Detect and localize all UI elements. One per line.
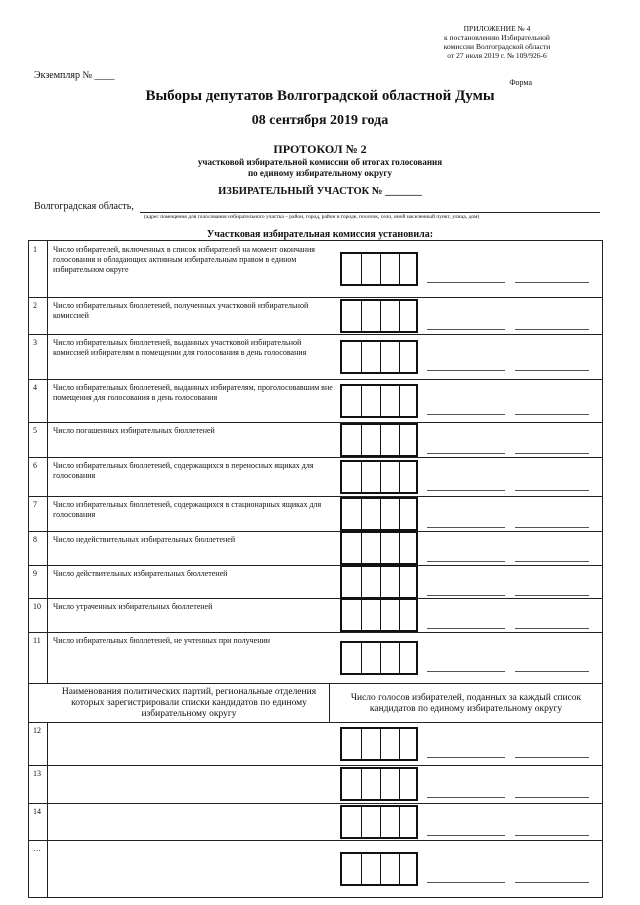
- appendix-block: [412, 24, 582, 60]
- party-name-field[interactable]: [53, 807, 323, 836]
- copy-number-label: Экземпляр № ____: [34, 70, 115, 81]
- row-label: Число избирательных бюллетеней, содержащихся в стационарных ящиках для голосования: [53, 500, 322, 519]
- row-number: 10: [33, 602, 41, 611]
- row-divider: [29, 496, 602, 497]
- row-divider: [29, 632, 602, 633]
- row-divider: [29, 565, 602, 566]
- number-column-divider-lower: [47, 722, 48, 897]
- row-label: Число утраченных избирательных бюллетеней: [53, 602, 213, 611]
- value-words-line: [515, 757, 589, 758]
- row-number: 1: [33, 245, 37, 254]
- row-number: 13: [33, 769, 41, 778]
- value-words-line: [427, 527, 505, 528]
- value-words-line: [427, 671, 505, 672]
- value-words-line: [427, 490, 505, 491]
- appendix-line: от 27 июля 2019 г. № 109/926-6: [447, 51, 547, 60]
- value-words-line: [515, 561, 589, 562]
- row-number: 11: [33, 636, 41, 645]
- row-number: 8: [33, 535, 37, 544]
- digit-boxes[interactable]: [340, 727, 418, 761]
- row-label: Число избирателей, включенных в список избирателей на момент окончания голосования и обладающих активным избирательным правом в едином избирательном округе: [53, 245, 315, 274]
- value-words-line: [427, 757, 505, 758]
- row-divider: [29, 457, 602, 458]
- polling-station-label: ИЗБИРАТЕЛЬНЫЙ УЧАСТОК № _______: [218, 186, 422, 197]
- elections-date: 08 сентября 2019 года: [251, 113, 389, 128]
- value-words-line: [515, 370, 589, 371]
- digit-boxes[interactable]: [340, 423, 418, 457]
- header-column-divider: [329, 683, 330, 722]
- number-column-divider: [47, 241, 48, 683]
- value-words-line: [515, 414, 589, 415]
- row-label: Число избирательных бюллетеней, выданных участковой избирательной комиссией избирателям в помещении для голосования в день голосования: [53, 338, 307, 357]
- row-divider: [29, 840, 602, 841]
- row-label: Число избирательных бюллетеней, не учтенных при получении: [53, 636, 271, 645]
- digit-boxes[interactable]: [340, 531, 418, 565]
- value-words-line: [515, 282, 589, 283]
- digit-boxes[interactable]: [340, 384, 418, 418]
- row-label: Число избирательных бюллетеней, содержащихся в переносных ящиках для голосования: [53, 461, 314, 480]
- value-words-line: [515, 453, 589, 454]
- value-words-line: [427, 453, 505, 454]
- section-divider: [29, 683, 602, 684]
- value-words-line: [515, 628, 589, 629]
- party-header-right: Число голосов избирателей, поданных за каждый список кандидатов по единому избирательному округу: [350, 693, 582, 714]
- row-divider: [29, 334, 602, 335]
- value-words-line: [515, 329, 589, 330]
- row-divider: [29, 531, 602, 532]
- row-number: …: [33, 844, 41, 853]
- party-name-field[interactable]: [53, 769, 323, 799]
- value-words-line: [515, 671, 589, 672]
- value-words-line: [515, 882, 589, 883]
- value-words-line: [427, 628, 505, 629]
- digit-boxes[interactable]: [340, 852, 418, 886]
- region-label: Волгоградская область,: [34, 201, 134, 212]
- digit-boxes[interactable]: [340, 460, 418, 494]
- protocol-subtitle: [0, 157, 640, 179]
- established-label: Участковая избирательная комиссия установила:: [206, 229, 434, 240]
- row-divider: [29, 598, 602, 599]
- row-divider: [29, 422, 602, 423]
- digit-boxes[interactable]: [340, 598, 418, 632]
- value-words-line: [515, 527, 589, 528]
- appendix-line: ПРИЛОЖЕНИЕ № 4: [463, 24, 531, 33]
- party-header-left: Наименования политических партий, региональные отделения которых зарегистрировали списки кандидатов по единому избирательному округу: [61, 687, 317, 719]
- address-note: (адрес помещения для голосования избирательного участка – район, город, район в городе, поселок, село, иной населенный пункт, улица, дом): [144, 214, 480, 220]
- row-label: Число действительных избирательных бюллетеней: [53, 569, 228, 578]
- value-words-line: [427, 329, 505, 330]
- appendix-line: комиссии Волгоградской области: [443, 42, 551, 51]
- value-words-line: [427, 561, 505, 562]
- digit-boxes[interactable]: [340, 497, 418, 531]
- value-words-line: [515, 490, 589, 491]
- value-words-line: [515, 797, 589, 798]
- digit-boxes[interactable]: [340, 641, 418, 675]
- row-number: 4: [33, 383, 37, 392]
- value-words-line: [427, 414, 505, 415]
- row-label: Число избирательных бюллетеней, выданных избирателям, проголосовавшим вне помещения для голосования в день голосования: [53, 383, 333, 402]
- address-fill-line: [140, 212, 600, 213]
- row-label: Число недействительных избирательных бюллетеней: [53, 535, 236, 544]
- digit-boxes[interactable]: [340, 252, 418, 286]
- value-words-line: [515, 595, 589, 596]
- form-label: Форма: [509, 78, 532, 87]
- digit-boxes[interactable]: [340, 767, 418, 801]
- value-words-line: [427, 835, 505, 836]
- digit-boxes[interactable]: [340, 805, 418, 839]
- row-number: 3: [33, 338, 37, 347]
- row-divider: [29, 297, 602, 298]
- party-name-field[interactable]: [53, 844, 323, 893]
- protocol-subtitle-line: участковой избирательной комиссии об итогах голосования: [197, 157, 443, 167]
- digit-boxes[interactable]: [340, 340, 418, 374]
- row-divider: [29, 765, 602, 766]
- digit-boxes[interactable]: [340, 299, 418, 333]
- section-divider: [29, 722, 602, 723]
- row-number: 6: [33, 461, 37, 470]
- protocol-table: [28, 240, 603, 898]
- protocol-title: ПРОТОКОЛ № 2: [273, 142, 367, 156]
- row-number: 7: [33, 500, 37, 509]
- protocol-subtitle-line: по единому избирательному округу: [248, 168, 392, 178]
- row-number: 14: [33, 807, 41, 816]
- value-words-line: [427, 882, 505, 883]
- row-label: Число погашенных избирательных бюллетеней: [53, 426, 215, 435]
- value-words-line: [427, 370, 505, 371]
- value-words-line: [427, 282, 505, 283]
- value-words-line: [515, 835, 589, 836]
- row-number: 2: [33, 301, 37, 310]
- digit-boxes[interactable]: [340, 565, 418, 599]
- row-number: 12: [33, 726, 41, 735]
- elections-title: Выборы депутатов Волгоградской областной Думы: [145, 88, 495, 104]
- party-name-field[interactable]: [53, 726, 323, 761]
- row-label: Число избирательных бюллетеней, полученных участковой избирательной комиссией: [53, 301, 309, 320]
- row-number: 5: [33, 426, 37, 435]
- row-number: 9: [33, 569, 37, 578]
- row-divider: [29, 379, 602, 380]
- value-words-line: [427, 595, 505, 596]
- row-divider: [29, 803, 602, 804]
- value-words-line: [427, 797, 505, 798]
- appendix-line: к постановлению Избирательной: [444, 33, 550, 42]
